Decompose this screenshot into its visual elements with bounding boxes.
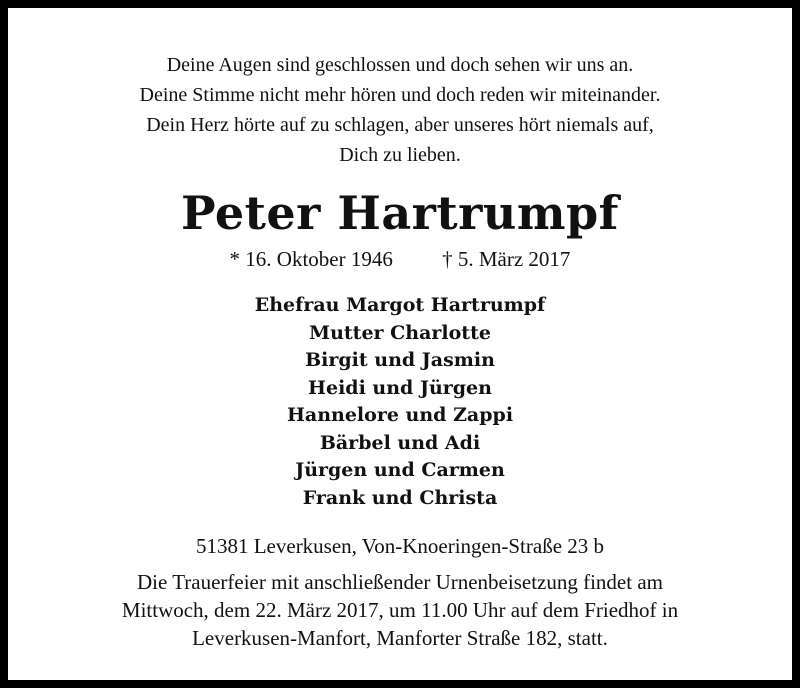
ceremony-line: Mittwoch, dem 22. März 2017, um 11.00 Uhr auf dem Friedhof in	[121, 598, 679, 622]
family-address: 51381 Leverkusen, Von-Knoeringen-Straße 23 b	[195, 534, 605, 558]
birth-date: * 16. Oktober 1946	[229, 247, 393, 271]
poem-line: Deine Stimme nicht mehr hören und doch reden wir miteinander.	[139, 84, 661, 106]
poem-line: Dein Herz hörte auf zu schlagen, aber unseres hört niemals auf,	[146, 114, 654, 136]
mourner-entry: Jürgen und Carmen	[295, 459, 505, 481]
mourner-entry: Birgit und Jasmin	[305, 349, 495, 371]
mourner-entry: Frank und Christa	[302, 486, 498, 509]
ceremony-line: Die Trauerfeier mit anschließender Urnenbeisetzung findet am	[137, 570, 663, 594]
poem-line: Dich zu lieben.	[339, 144, 461, 166]
memorial-poem	[48, 50, 752, 170]
deceased-name: Peter Hartrumpf	[181, 186, 619, 240]
mourner-entry: Bärbel und Adi	[319, 431, 481, 454]
mourner-entry: Ehefrau Margot Hartrumpf	[254, 294, 546, 316]
life-dates	[8, 246, 792, 272]
mourner-entry: Hannelore und Zappi	[286, 404, 514, 426]
mourner-entry: Mutter Charlotte	[309, 321, 491, 344]
poem-line: Deine Augen sind geschlossen und doch sehen wir uns an.	[166, 54, 634, 76]
ceremony-line: Leverkusen-Manfort, Manforter Straße 182, statt.	[192, 626, 608, 650]
mourner-entry: Heidi und Jürgen	[308, 376, 492, 399]
mourners-list	[8, 292, 792, 512]
death-date: † 5. März 2017	[442, 247, 571, 271]
ceremony-details	[38, 568, 762, 652]
